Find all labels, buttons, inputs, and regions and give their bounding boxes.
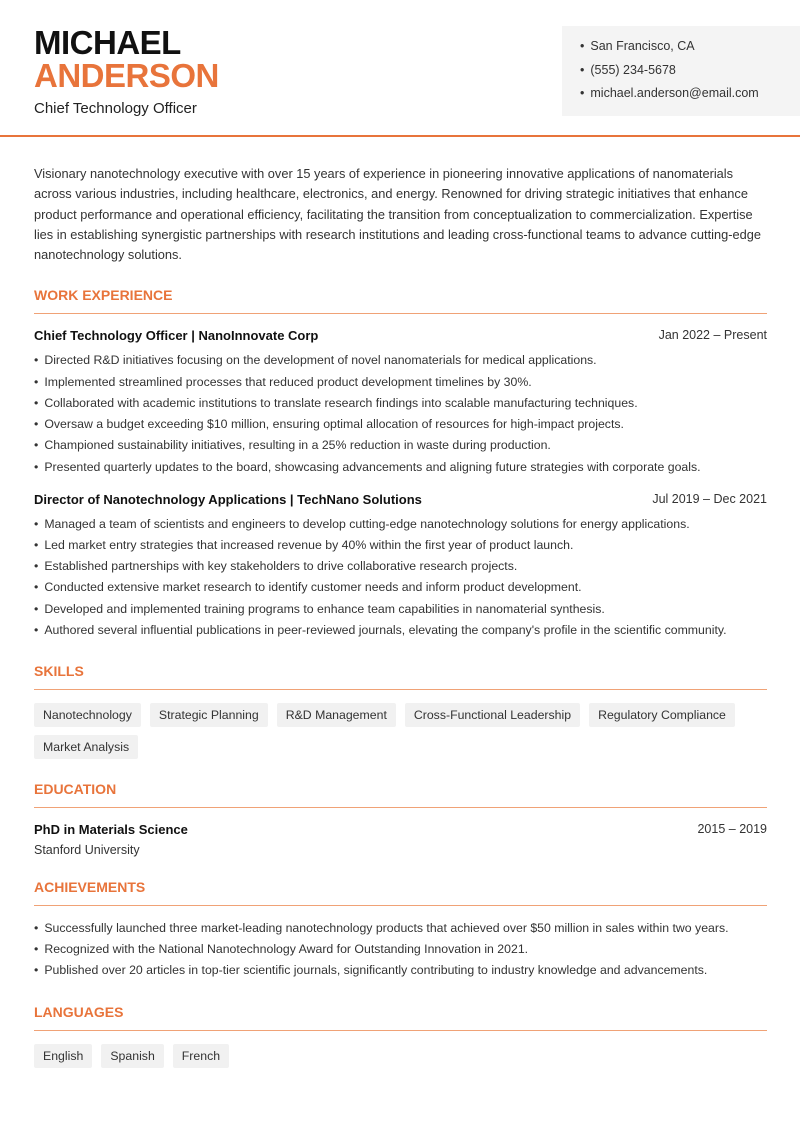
bullet-item: • Directed R&D initiatives focusing on the development of novel nanomaterials for medical applications. <box>34 350 767 371</box>
job-header <box>34 492 767 507</box>
section-education: EDUCATION <box>34 781 767 808</box>
job-title: Chief Technology Officer | NanoInnovate Corp <box>34 328 319 344</box>
bullet-item: • Managed a team of scientists and engineers to develop cutting-edge nanotechnology solutions for energy applications. <box>34 514 767 535</box>
bullet-item: • Collaborated with academic institutions to translate research findings into scalable manufacturing techniques. <box>34 393 767 414</box>
contact-email: • michael.anderson@email.com <box>580 85 800 109</box>
skills-list <box>34 703 767 759</box>
job-bullets <box>34 350 767 477</box>
education-entry <box>34 822 767 837</box>
achievements-list <box>34 918 767 982</box>
skill-tag: Cross-Functional Leadership <box>405 703 580 727</box>
job-title: Chief Technology Officer <box>34 100 197 117</box>
bullet-item: • Oversaw a budget exceeding $10 million, ensuring optimal allocation of resources for high-impact projects. <box>34 414 767 435</box>
bullet-item: • Conducted extensive market research to identify customer needs and inform product development. <box>34 577 767 598</box>
language-tag: English <box>34 1044 92 1068</box>
bullet-item: • Presented quarterly updates to the board, showcasing advancements and aligning future strategies with corporate goals. <box>34 457 767 478</box>
degree: PhD in Materials Science <box>34 821 188 837</box>
job-dates: Jul 2019 – Dec 2021 <box>652 491 767 506</box>
language-tag: Spanish <box>101 1044 163 1068</box>
section-skills: SKILLS <box>34 663 767 690</box>
language-tag: French <box>173 1044 229 1068</box>
job-dates: Jan 2022 – Present <box>658 328 767 343</box>
achievement-item: • Successfully launched three market-leading nanotechnology products that achieved over $50 million in sales within two years. <box>34 918 767 939</box>
languages-list <box>34 1044 767 1068</box>
bullet-item: • Established partnerships with key stakeholders to drive collaborative research projects. <box>34 556 767 577</box>
section-achievements: ACHIEVEMENTS <box>34 879 767 906</box>
achievement-item: • Recognized with the National Nanotechnology Award for Outstanding Innovation in 2021. <box>34 939 767 960</box>
bullet-item: • Implemented streamlined processes that reduced product development timelines by 30%. <box>34 372 767 393</box>
resume-header <box>0 0 800 137</box>
section-work-experience: WORK EXPERIENCE <box>34 287 767 314</box>
job-bullets <box>34 514 767 641</box>
bullet-item: • Led market entry strategies that increased revenue by 40% within the first year of product launch. <box>34 535 767 556</box>
bullet-item: • Authored several influential publications in peer-reviewed journals, elevating the company's profile in the scientific community. <box>34 620 767 641</box>
last-name: ANDERSON <box>34 57 219 94</box>
skill-tag: Strategic Planning <box>150 703 268 727</box>
bullet-item: • Championed sustainability initiatives, resulting in a 25% reduction in waste during production. <box>34 435 767 456</box>
contact-box <box>562 26 800 116</box>
section-languages: LANGUAGES <box>34 1004 767 1031</box>
summary: Visionary nanotechnology executive with over 15 years of experience in pioneering innovative applications of nanomaterials across various industries, including healthcare, electronics, and energy. Renowned for driving strategic initiatives that enhance product performance and operational efficiency, facilitating the transition from conceptualization to commercialization. Expertise lies in establishing synergistic partnerships with research institutions and leading cross-functional teams to advance cutting-edge nanotechnology solutions. <box>34 166 761 263</box>
job-header <box>34 328 767 343</box>
school: Stanford University <box>34 842 140 857</box>
education-dates: 2015 – 2019 <box>697 821 767 836</box>
achievement-item: • Published over 20 articles in top-tier scientific journals, significantly contributing to industry knowledge and advancements. <box>34 960 767 981</box>
contact-location: • San Francisco, CA <box>580 38 800 62</box>
skill-tag: Regulatory Compliance <box>589 703 735 727</box>
skill-tag: R&D Management <box>277 703 396 727</box>
job-title: Director of Nanotechnology Applications | TechNano Solutions <box>34 491 422 507</box>
skill-tag: Market Analysis <box>34 735 138 759</box>
skill-tag: Nanotechnology <box>34 703 141 727</box>
bullet-item: • Developed and implemented training programs to enhance team capabilities in nanomaterial synthesis. <box>34 599 767 620</box>
contact-phone: • (555) 234-5678 <box>580 62 800 86</box>
first-name: MICHAEL <box>34 24 181 61</box>
